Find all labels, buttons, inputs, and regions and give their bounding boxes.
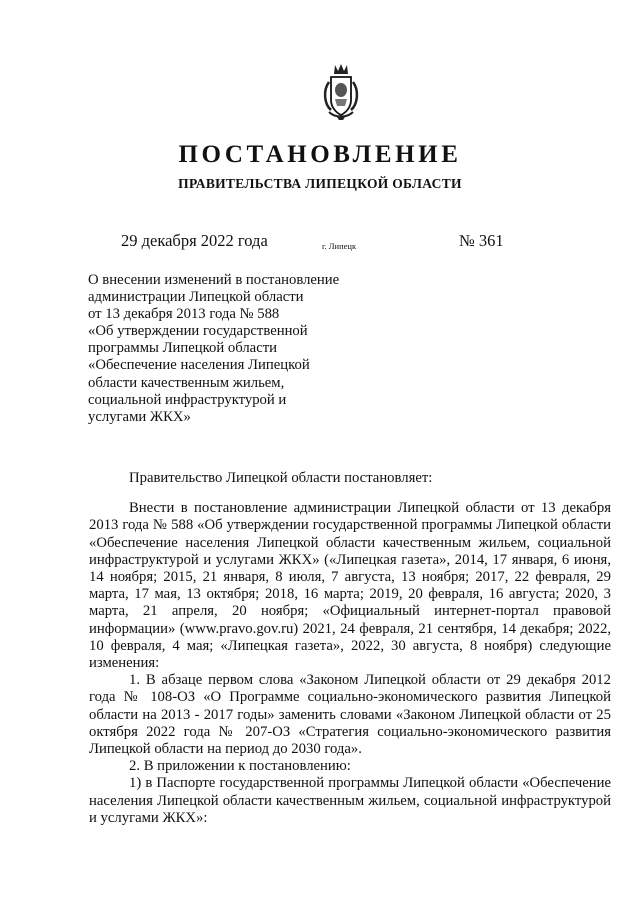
body-paragraph: 2. В приложении к постановлению: [129,758,351,775]
heading-line: программы Липецкой области [88,340,277,357]
document-title: ПОСТАНОВЛЕНИЕ [178,141,462,168]
heading-line: администрации Липецкой области [88,289,304,306]
document-heading [88,272,388,426]
document-number: № 361 [459,231,504,250]
heading-line: социальной инфраструктурой и [88,391,287,408]
document-body [89,470,611,827]
body-paragraph: 1. В абзаце первом слова «Законом Липецкой области от 29 декабря 2012 года № 108-ОЗ «О Программе социально-экономического развития Липецкой области на 2013 - 2017 годы» заменить словами «Законом Липецкой области от 25 октября 2022 года № 207-ОЗ «Стратегия социально-экономического развития Липецкой области на период до 2030 года». [89,672,611,758]
coat-of-arms-icon [321,62,361,122]
document-date: 29 декабря 2022 года [121,231,268,250]
body-intro: Правительство Липецкой области постановляет: [129,470,433,486]
heading-line: области качественным жильем, [88,374,285,391]
body-paragraph: 1) в Паспорте государственной программы Липецкой области «Обеспечение населения Липецкой области качественным жильем, социальной инфраструктурой и услугами ЖКХ»: [89,775,611,826]
heading-line: «Об утверждении государственной [88,323,308,340]
heading-line: услугами ЖКХ» [88,408,191,425]
issuer-name: ПРАВИТЕЛЬСТВА ЛИПЕЦКОЙ ОБЛАСТИ [178,176,462,191]
heading-line: от 13 декабря 2013 года № 588 [88,306,280,323]
document-city: г. Липецк [322,241,357,251]
body-paragraph: Внести в постановление администрации Липецкой области от 13 декабря 2013 года № 588 «Об утверждении государственной программы Липецкой области «Обеспечение населения Липецкой области качественным жильем, социальной инфраструктурой и услугами ЖКХ» («Липецкая газета», 2014, 17 января, 6 июня, 14 ноября; 2015, 21 января, 8 июля, 7 августа, 13 ноября; 2017, 22 февраля, 29 марта, 17 мая, 13 октября; 2018, 16 марта; 2019, 20 февраля, 16 августа; 2020, 3 марта, 21 апреля, 20 ноября; «Официальный интернет-портал правовой информации» (www.pravo.gov.ru) 2021, 24 февраля, 21 сентября, 14 декабря; 2022, 10 февраля, 4 мая; «Липецкая газета», 2022, 30 августа, 8 ноября) следующие изменения: [89,500,611,672]
heading-line: «Обеспечение населения Липецкой [88,357,310,374]
heading-line: О внесении изменений в постановление [88,272,340,288]
